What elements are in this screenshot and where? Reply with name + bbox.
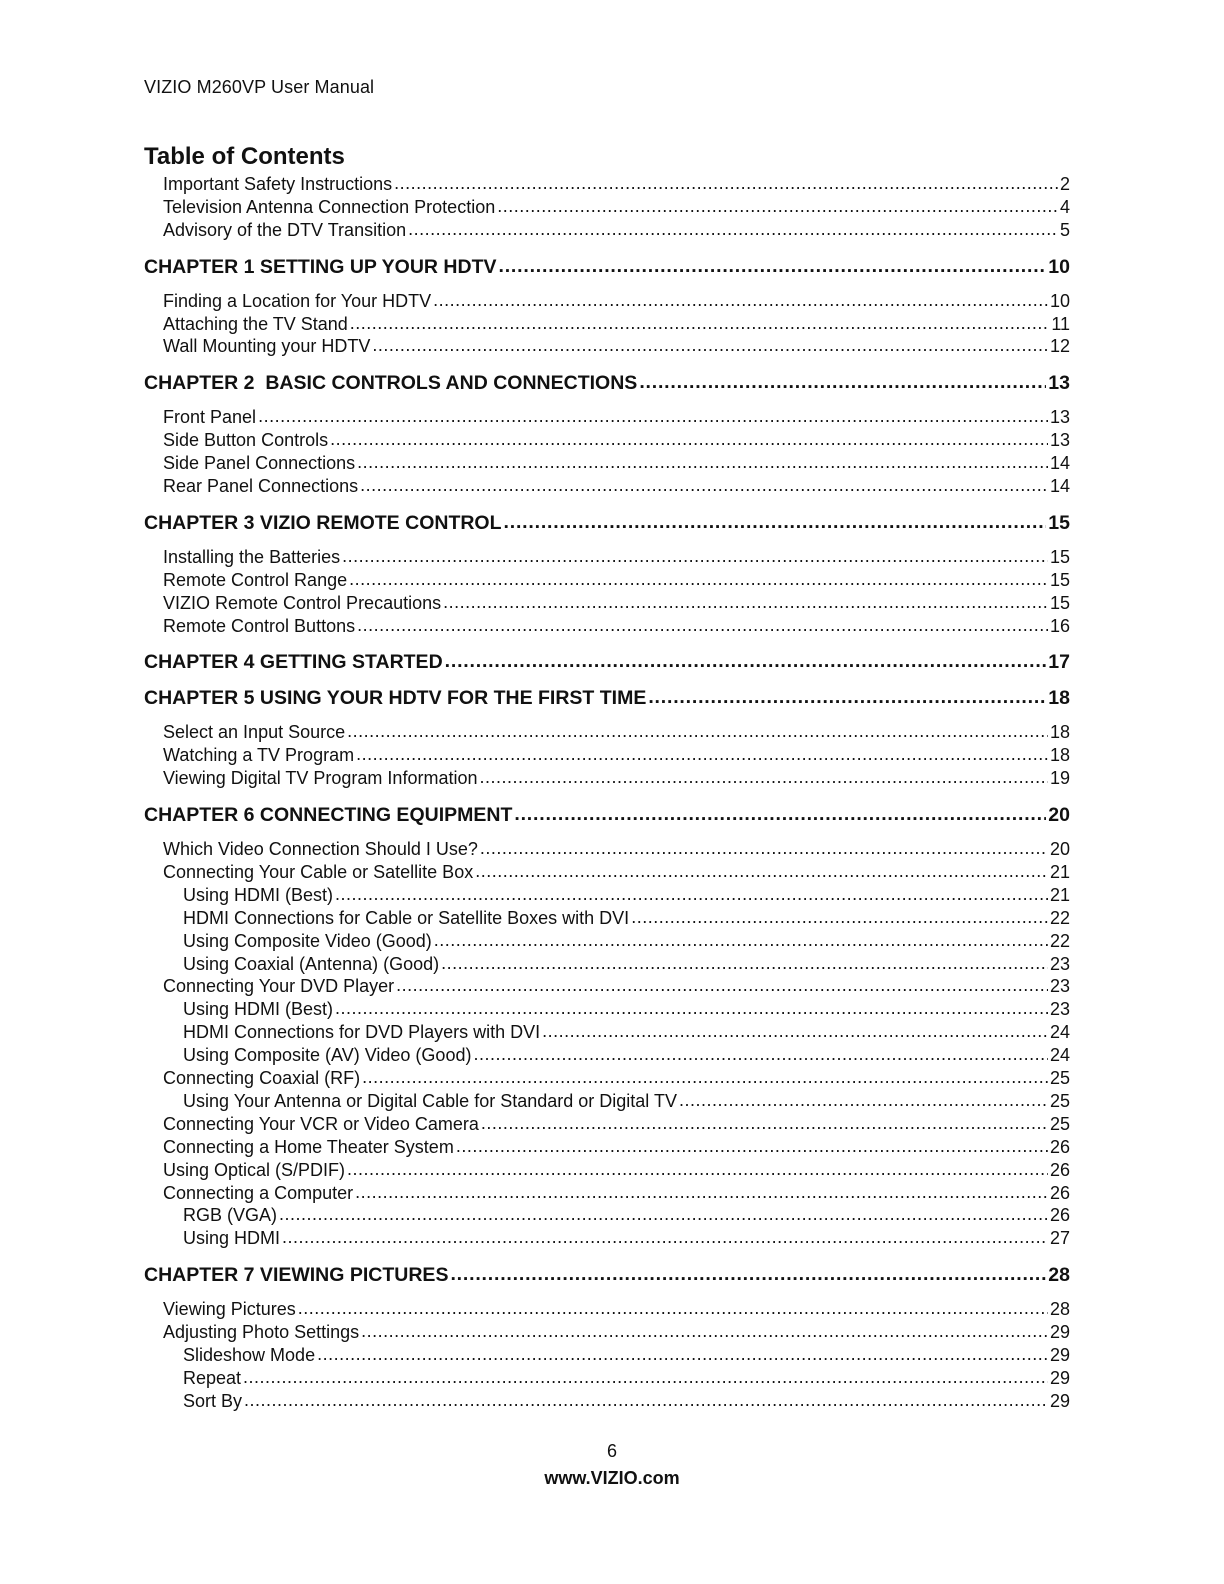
toc-subentry[interactable] (144, 1227, 1070, 1250)
toc-entry-page: 15 (1049, 569, 1070, 590)
toc-chapter[interactable] (144, 1263, 1070, 1288)
toc-entry-title: Select an Input Source (163, 722, 346, 743)
toc-entry[interactable] (144, 290, 1070, 313)
toc-entry-page: 10 (1049, 290, 1070, 311)
toc-entry-page: 24 (1049, 1045, 1070, 1066)
toc-entry-title: Remote Control Buttons (163, 615, 356, 636)
toc-entry-title: Viewing Digital TV Program Information (163, 768, 478, 789)
toc-entry[interactable] (144, 429, 1070, 452)
toc-subentry[interactable] (144, 1367, 1070, 1390)
dot-leader (441, 952, 1048, 975)
toc-entry[interactable] (144, 615, 1070, 638)
toc-chapter[interactable] (144, 511, 1070, 536)
dot-leader (362, 1066, 1048, 1089)
toc-entry-page: 24 (1049, 1022, 1070, 1043)
toc-entry-title: Finding a Location for Your HDTV (163, 290, 432, 311)
toc-entry-title: Television Antenna Connection Protection (163, 196, 496, 217)
toc-entry[interactable] (144, 1113, 1070, 1136)
toc-subentry[interactable] (144, 884, 1070, 907)
footer-url[interactable]: www.VIZIO.com (544, 1468, 680, 1488)
dot-leader (330, 428, 1048, 451)
toc-subentry[interactable] (144, 1344, 1070, 1367)
dot-leader (433, 289, 1048, 312)
toc-chapter[interactable] (144, 255, 1070, 280)
toc-entry[interactable] (144, 1321, 1070, 1344)
toc-entry-title: HDMI Connections for DVD Players with DVI (183, 1022, 541, 1043)
toc-entry-page: 20 (1049, 839, 1070, 860)
dot-leader (434, 929, 1048, 952)
dot-leader (481, 1112, 1048, 1135)
dot-leader (639, 370, 1046, 395)
dot-leader (282, 1226, 1048, 1249)
toc-entry[interactable] (144, 173, 1070, 196)
toc-entry-title: Rear Panel Connections (163, 476, 359, 497)
toc-entry-title: Side Button Controls (163, 430, 329, 451)
toc-entry[interactable] (144, 546, 1070, 569)
toc-entry-page: 16 (1049, 615, 1070, 636)
toc-title: Table of Contents (144, 143, 345, 170)
dot-leader (279, 1203, 1048, 1226)
toc-entry-title: Using Composite (AV) Video (Good) (183, 1045, 472, 1066)
toc-entry-page: 18 (1049, 722, 1070, 743)
toc-entry-page: 26 (1049, 1159, 1070, 1180)
dot-leader (679, 1089, 1048, 1112)
toc-entry-title: Connecting Your Cable or Satellite Box (163, 862, 474, 883)
dot-leader (497, 195, 1058, 218)
toc-entry-page: 29 (1049, 1367, 1070, 1388)
toc-entry-title: Using Composite Video (Good) (183, 930, 432, 951)
dot-leader (499, 254, 1047, 279)
toc-entry[interactable] (144, 592, 1070, 615)
dot-leader (350, 312, 1050, 335)
toc-entry[interactable] (144, 1159, 1070, 1182)
toc-chapter-title: CHAPTER 5 USING YOUR HDTV FOR THE FIRST TIME (144, 687, 647, 710)
dot-leader (473, 1043, 1048, 1066)
toc-chapter-title: CHAPTER 1 SETTING UP YOUR HDTV (144, 255, 497, 278)
toc-entry-page: 23 (1049, 999, 1070, 1020)
toc-entry-title: Installing the Batteries (163, 546, 341, 567)
toc-entry-page: 26 (1049, 1205, 1070, 1226)
toc-entry-title: Slideshow Mode (183, 1344, 316, 1365)
dot-leader (408, 218, 1058, 241)
toc-chapter[interactable] (144, 650, 1070, 675)
toc-entry[interactable] (144, 1067, 1070, 1090)
dot-leader (360, 474, 1048, 497)
toc-chapter[interactable] (144, 686, 1070, 711)
toc-entry-title: Adjusting Photo Settings (163, 1322, 360, 1343)
toc-subentry[interactable] (144, 1204, 1070, 1227)
dot-leader (342, 545, 1048, 568)
toc-entry-title: Front Panel (163, 407, 257, 428)
toc-entry-page: 14 (1049, 453, 1070, 474)
toc-entry-page: 22 (1049, 930, 1070, 951)
toc-chapter[interactable] (144, 371, 1070, 396)
toc-entry-title: Attaching the TV Stand (163, 313, 348, 334)
toc-entry-title: Sort By (183, 1390, 243, 1411)
toc-entry-page: 22 (1049, 907, 1070, 928)
toc-chapter-page: 20 (1048, 804, 1070, 827)
toc-chapter-title: CHAPTER 2 BASIC CONTROLS AND CONNECTIONS (144, 372, 638, 395)
dot-leader (372, 334, 1048, 357)
toc-entry-page: 29 (1049, 1322, 1070, 1343)
toc-entry[interactable] (144, 1136, 1070, 1159)
toc-entry-title: Using HDMI (Best) (183, 884, 334, 905)
dot-leader (347, 720, 1048, 743)
toc-entry-title: Connecting Your VCR or Video Camera (163, 1113, 479, 1134)
toc-entry[interactable] (144, 767, 1070, 790)
dot-leader (648, 685, 1046, 710)
toc-subentry[interactable] (144, 1390, 1070, 1413)
toc-entry-title: Connecting a Computer (163, 1182, 354, 1203)
toc-entry[interactable] (144, 452, 1070, 475)
dot-leader (349, 568, 1048, 591)
dot-leader (243, 1366, 1048, 1389)
toc-chapter-title: CHAPTER 3 VIZIO REMOTE CONTROL (144, 511, 502, 534)
toc-chapter-title: CHAPTER 7 VIEWING PICTURES (144, 1264, 449, 1287)
toc-entry-title: Using HDMI (Best) (183, 999, 334, 1020)
toc-entry-page: 29 (1049, 1344, 1070, 1365)
toc-entry[interactable] (144, 1298, 1070, 1321)
page-header: VIZIO M260VP User Manual (144, 77, 375, 97)
toc-entry[interactable] (144, 838, 1070, 861)
dot-leader (335, 883, 1048, 906)
toc-entry[interactable] (144, 406, 1070, 429)
toc-entry-title: Using Optical (S/PDIF) (163, 1159, 346, 1180)
dot-leader (394, 172, 1058, 195)
toc-entry-title: Watching a TV Program (163, 745, 355, 766)
toc-entry[interactable] (144, 1182, 1070, 1205)
toc-entry-title: Using Coaxial (Antenna) (Good) (183, 953, 440, 974)
dot-leader (456, 1135, 1048, 1158)
toc-entry-title: Connecting Your DVD Player (163, 976, 395, 997)
toc-entry-title: HDMI Connections for Cable or Satellite Boxes with DVI (183, 907, 630, 928)
dot-leader (631, 906, 1048, 929)
dot-leader (355, 1181, 1048, 1204)
toc-entry[interactable] (144, 721, 1070, 744)
toc-entry-page: 18 (1049, 745, 1070, 766)
dot-leader (244, 1389, 1048, 1412)
toc-entry-page: 4 (1059, 196, 1070, 217)
dot-leader (475, 860, 1048, 883)
dot-leader (361, 1320, 1048, 1343)
dot-leader (317, 1343, 1048, 1366)
dot-leader (347, 1158, 1048, 1181)
dot-leader (514, 802, 1046, 827)
toc-entry-page: 12 (1049, 336, 1070, 357)
toc-entry-page: 15 (1049, 546, 1070, 567)
toc-entry-title: Side Panel Connections (163, 453, 356, 474)
toc-entry-page: 28 (1049, 1299, 1070, 1320)
toc-entry[interactable] (144, 975, 1070, 998)
toc-entry[interactable] (144, 313, 1070, 336)
page-number: 6 (606, 1441, 617, 1461)
toc-entry[interactable] (144, 744, 1070, 767)
toc-entry-page: 15 (1049, 592, 1070, 613)
toc-chapter-page: 28 (1048, 1264, 1070, 1287)
toc-chapter-page: 10 (1048, 255, 1070, 278)
toc-entry-title: Important Safety Instructions (163, 174, 393, 194)
toc-entry[interactable] (144, 196, 1070, 219)
dot-leader (504, 510, 1047, 535)
toc-entry-page: 5 (1059, 219, 1070, 240)
toc-entry-page: 2 (1059, 174, 1070, 194)
toc-entry-title: RGB (VGA) (183, 1205, 278, 1226)
toc-subentry[interactable] (144, 1021, 1070, 1044)
toc-chapter-page: 13 (1048, 372, 1070, 395)
toc-chapter-title: CHAPTER 4 GETTING STARTED (144, 651, 443, 674)
toc-subentry[interactable] (144, 953, 1070, 976)
dot-leader (450, 1262, 1046, 1287)
dot-leader (542, 1020, 1048, 1043)
toc-entry-page: 29 (1049, 1390, 1070, 1411)
dot-leader (443, 591, 1048, 614)
dot-leader (479, 766, 1047, 789)
toc-subentry[interactable] (144, 907, 1070, 930)
toc-subentry[interactable] (144, 1044, 1070, 1067)
toc-entry-title: Repeat (183, 1367, 242, 1388)
toc-entry-page: 19 (1049, 768, 1070, 789)
toc-entry-title: Wall Mounting your HDTV (163, 336, 371, 357)
toc-entry-page: 11 (1051, 313, 1070, 334)
toc-entry[interactable] (144, 219, 1070, 242)
toc-entry-page: 13 (1049, 407, 1070, 428)
dot-leader (396, 974, 1048, 997)
toc-chapter-page: 17 (1048, 651, 1070, 674)
toc-entry[interactable] (144, 475, 1070, 498)
toc-entry-page: 14 (1049, 476, 1070, 497)
dot-leader (335, 997, 1048, 1020)
toc-entry-page: 21 (1049, 884, 1070, 905)
toc-entry-page: 13 (1049, 430, 1070, 451)
toc-subentry[interactable] (144, 930, 1070, 953)
dot-leader (357, 614, 1048, 637)
dot-leader (480, 837, 1048, 860)
toc-chapter-page: 15 (1048, 511, 1070, 534)
toc-entry-page: 23 (1049, 976, 1070, 997)
toc-chapter-title: CHAPTER 6 CONNECTING EQUIPMENT (144, 804, 513, 827)
toc-entry-page: 26 (1049, 1136, 1070, 1157)
toc-chapter[interactable] (144, 803, 1070, 828)
toc-entry-page: 25 (1049, 1068, 1070, 1089)
toc-entry[interactable] (144, 569, 1070, 592)
toc-entry-title: Advisory of the DTV Transition (163, 219, 407, 240)
toc-entry-title: Connecting Coaxial (RF) (163, 1068, 361, 1089)
toc-entry[interactable] (144, 335, 1070, 358)
toc-entry-title: VIZIO Remote Control Precautions (163, 592, 442, 613)
toc-entry-title: Viewing Pictures (163, 1299, 296, 1320)
toc-entry-title: Using HDMI (183, 1228, 281, 1249)
dot-leader (258, 405, 1048, 428)
toc-entry-title: Using Your Antenna or Digital Cable for Standard or Digital TV (183, 1090, 677, 1111)
toc-subentry[interactable] (144, 1090, 1070, 1113)
toc-entry-page: 21 (1049, 862, 1070, 883)
dot-leader (357, 451, 1048, 474)
toc-entry-page: 27 (1049, 1228, 1070, 1249)
toc-entry-page: 26 (1049, 1182, 1070, 1203)
toc-entry-title: Connecting a Home Theater System (163, 1136, 454, 1157)
toc-entry-title: Remote Control Range (163, 569, 348, 590)
dot-leader (298, 1297, 1048, 1320)
toc-entry-page: 23 (1049, 953, 1070, 974)
dot-leader (445, 649, 1047, 674)
toc-subentry[interactable] (144, 998, 1070, 1021)
table-of-contents (144, 173, 1070, 1413)
dot-leader (356, 743, 1048, 766)
toc-chapter-page: 18 (1048, 687, 1070, 710)
toc-entry-page: 25 (1049, 1113, 1070, 1134)
toc-entry-page: 25 (1049, 1090, 1070, 1111)
toc-entry-title: Which Video Connection Should I Use? (163, 839, 478, 860)
toc-entry[interactable] (144, 861, 1070, 884)
